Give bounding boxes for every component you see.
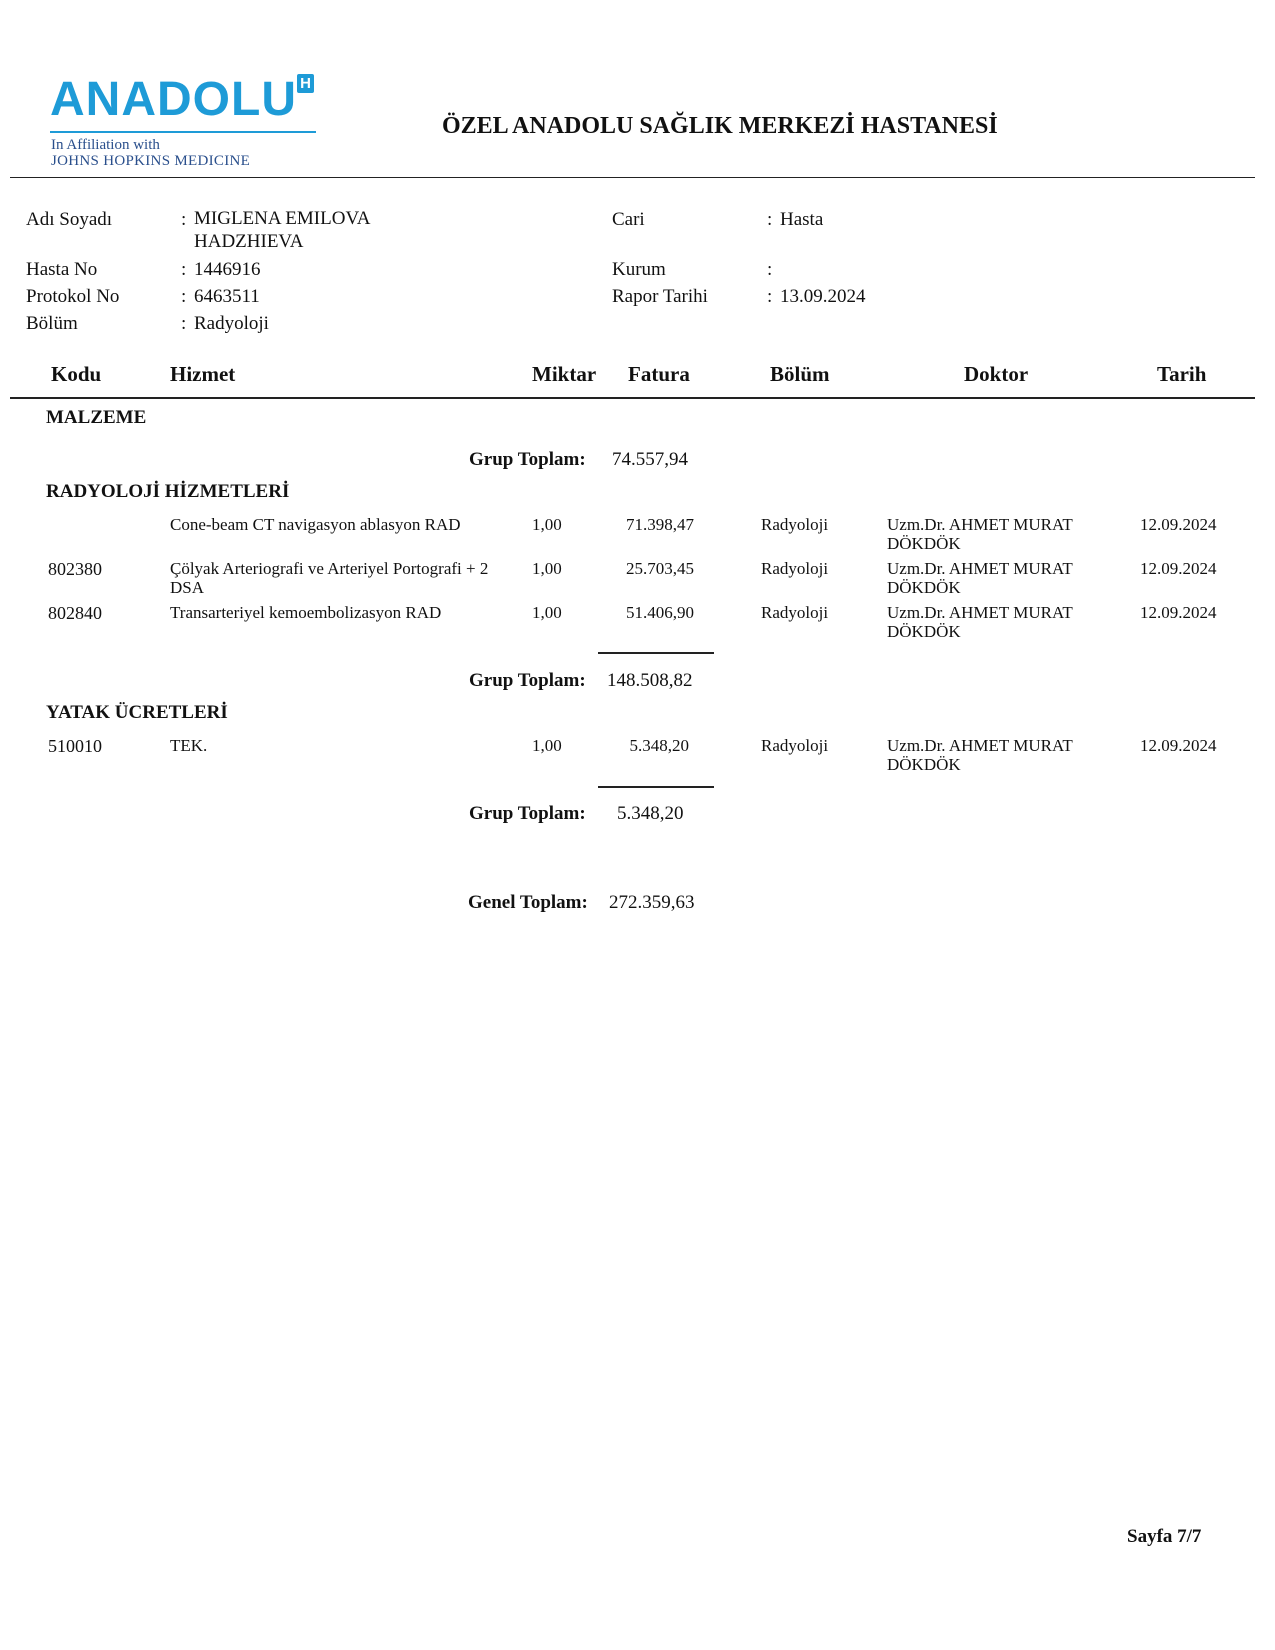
group-total-value: 148.508,82 <box>607 670 693 691</box>
row-doctor: Uzm.Dr. AHMET MURAT DÖKDÖK <box>887 603 1073 641</box>
logo-divider <box>50 131 316 133</box>
group-total-value: 74.557,94 <box>612 449 688 470</box>
column-header-invoice: Fatura <box>628 362 690 386</box>
subtotal-rule <box>598 786 714 788</box>
row-code: 802840 <box>48 603 102 623</box>
group-total-value: 5.348,20 <box>617 803 684 824</box>
row-department: Radyoloji <box>761 603 829 622</box>
colon: : <box>181 286 187 307</box>
column-header-qty: Miktar <box>532 362 597 386</box>
patient-name-line2: HADZHIEVA <box>194 231 304 252</box>
colon: : <box>767 209 773 230</box>
hospital-logo-badge-icon: H <box>297 74 314 93</box>
hospital-logo-text: ANADOLU <box>50 73 297 126</box>
row-department: Radyoloji <box>761 736 829 755</box>
group-title: MALZEME <box>46 407 147 428</box>
row-service: TEK. <box>170 736 208 755</box>
row-date: 12.09.2024 <box>1140 736 1217 755</box>
cari-value: Hasta <box>780 209 824 230</box>
grand-total-value: 272.359,63 <box>609 892 695 913</box>
row-department: Radyoloji <box>761 515 829 534</box>
row-date: 12.09.2024 <box>1140 559 1217 578</box>
logo-affiliation-line1: In Affiliation with <box>51 137 160 153</box>
row-department: Radyoloji <box>761 559 829 578</box>
logo-affiliation-line2: JOHNS HOPKINS MEDICINE <box>51 153 251 169</box>
colon: : <box>181 313 187 334</box>
row-date: 12.09.2024 <box>1140 515 1217 534</box>
row-invoice: 25.703,45 <box>626 559 694 578</box>
row-doctor: Uzm.Dr. AHMET MURAT DÖKDÖK <box>887 515 1073 553</box>
colon: : <box>767 259 773 280</box>
report-date-label: Rapor Tarihi <box>612 286 708 307</box>
patient-no-value: 1446916 <box>194 259 261 280</box>
row-code: 802380 <box>48 559 102 579</box>
patient-name-line1: MIGLENA EMILOVA <box>194 208 371 229</box>
colon: : <box>181 259 187 280</box>
table-header-divider <box>10 397 1255 399</box>
row-qty: 1,00 <box>532 736 562 755</box>
row-date: 12.09.2024 <box>1140 603 1217 622</box>
column-header-service: Hizmet <box>170 362 236 386</box>
group-total-label: Grup Toplam: <box>469 449 586 470</box>
row-service: Çölyak Arteriografi ve Arteriyel Portografi + 2 DSA <box>170 559 489 597</box>
kurum-label: Kurum <box>612 259 666 280</box>
row-invoice: 71.398,47 <box>626 515 694 534</box>
row-qty: 1,00 <box>532 515 562 534</box>
patient-name-label: Adı Soyadı <box>26 209 113 230</box>
column-header-date: Tarih <box>1157 362 1207 386</box>
group-title: RADYOLOJİ HİZMETLERİ <box>46 481 290 502</box>
page-indicator: Sayfa 7/7 <box>1127 1526 1202 1547</box>
row-qty: 1,00 <box>532 603 562 622</box>
column-header-department: Bölüm <box>770 362 830 386</box>
row-code: 510010 <box>48 736 102 756</box>
group-total-label: Grup Toplam: <box>469 803 586 824</box>
cari-label: Cari <box>612 209 645 230</box>
row-qty: 1,00 <box>532 559 562 578</box>
row-service: Transarteriyel kemoembolizasyon RAD <box>170 603 442 622</box>
report-date-value: 13.09.2024 <box>780 286 866 307</box>
protocol-no-value: 6463511 <box>194 286 260 307</box>
column-header-doctor: Doktor <box>964 362 1029 386</box>
row-service: Cone-beam CT navigasyon ablasyon RAD <box>170 515 461 534</box>
row-doctor: Uzm.Dr. AHMET MURAT DÖKDÖK <box>887 559 1073 597</box>
department-label: Bölüm <box>26 313 78 334</box>
column-header-code: Kodu <box>51 362 102 386</box>
department-value: Radyoloji <box>194 313 269 334</box>
row-doctor: Uzm.Dr. AHMET MURAT DÖKDÖK <box>887 736 1073 774</box>
hospital-title: ÖZEL ANADOLU SAĞLIK MERKEZİ HASTANESİ <box>442 113 998 139</box>
protocol-no-label: Protokol No <box>26 286 120 307</box>
colon: : <box>767 286 773 307</box>
subtotal-rule <box>598 652 714 654</box>
colon: : <box>181 209 187 230</box>
row-invoice: 5.348,20 <box>629 736 689 755</box>
row-invoice: 51.406,90 <box>626 603 694 622</box>
header-divider <box>10 177 1255 178</box>
group-total-label: Grup Toplam: <box>469 670 586 691</box>
patient-no-label: Hasta No <box>26 259 98 280</box>
group-title: YATAK ÜCRETLERİ <box>46 702 228 723</box>
grand-total-label: Genel Toplam: <box>468 892 588 913</box>
